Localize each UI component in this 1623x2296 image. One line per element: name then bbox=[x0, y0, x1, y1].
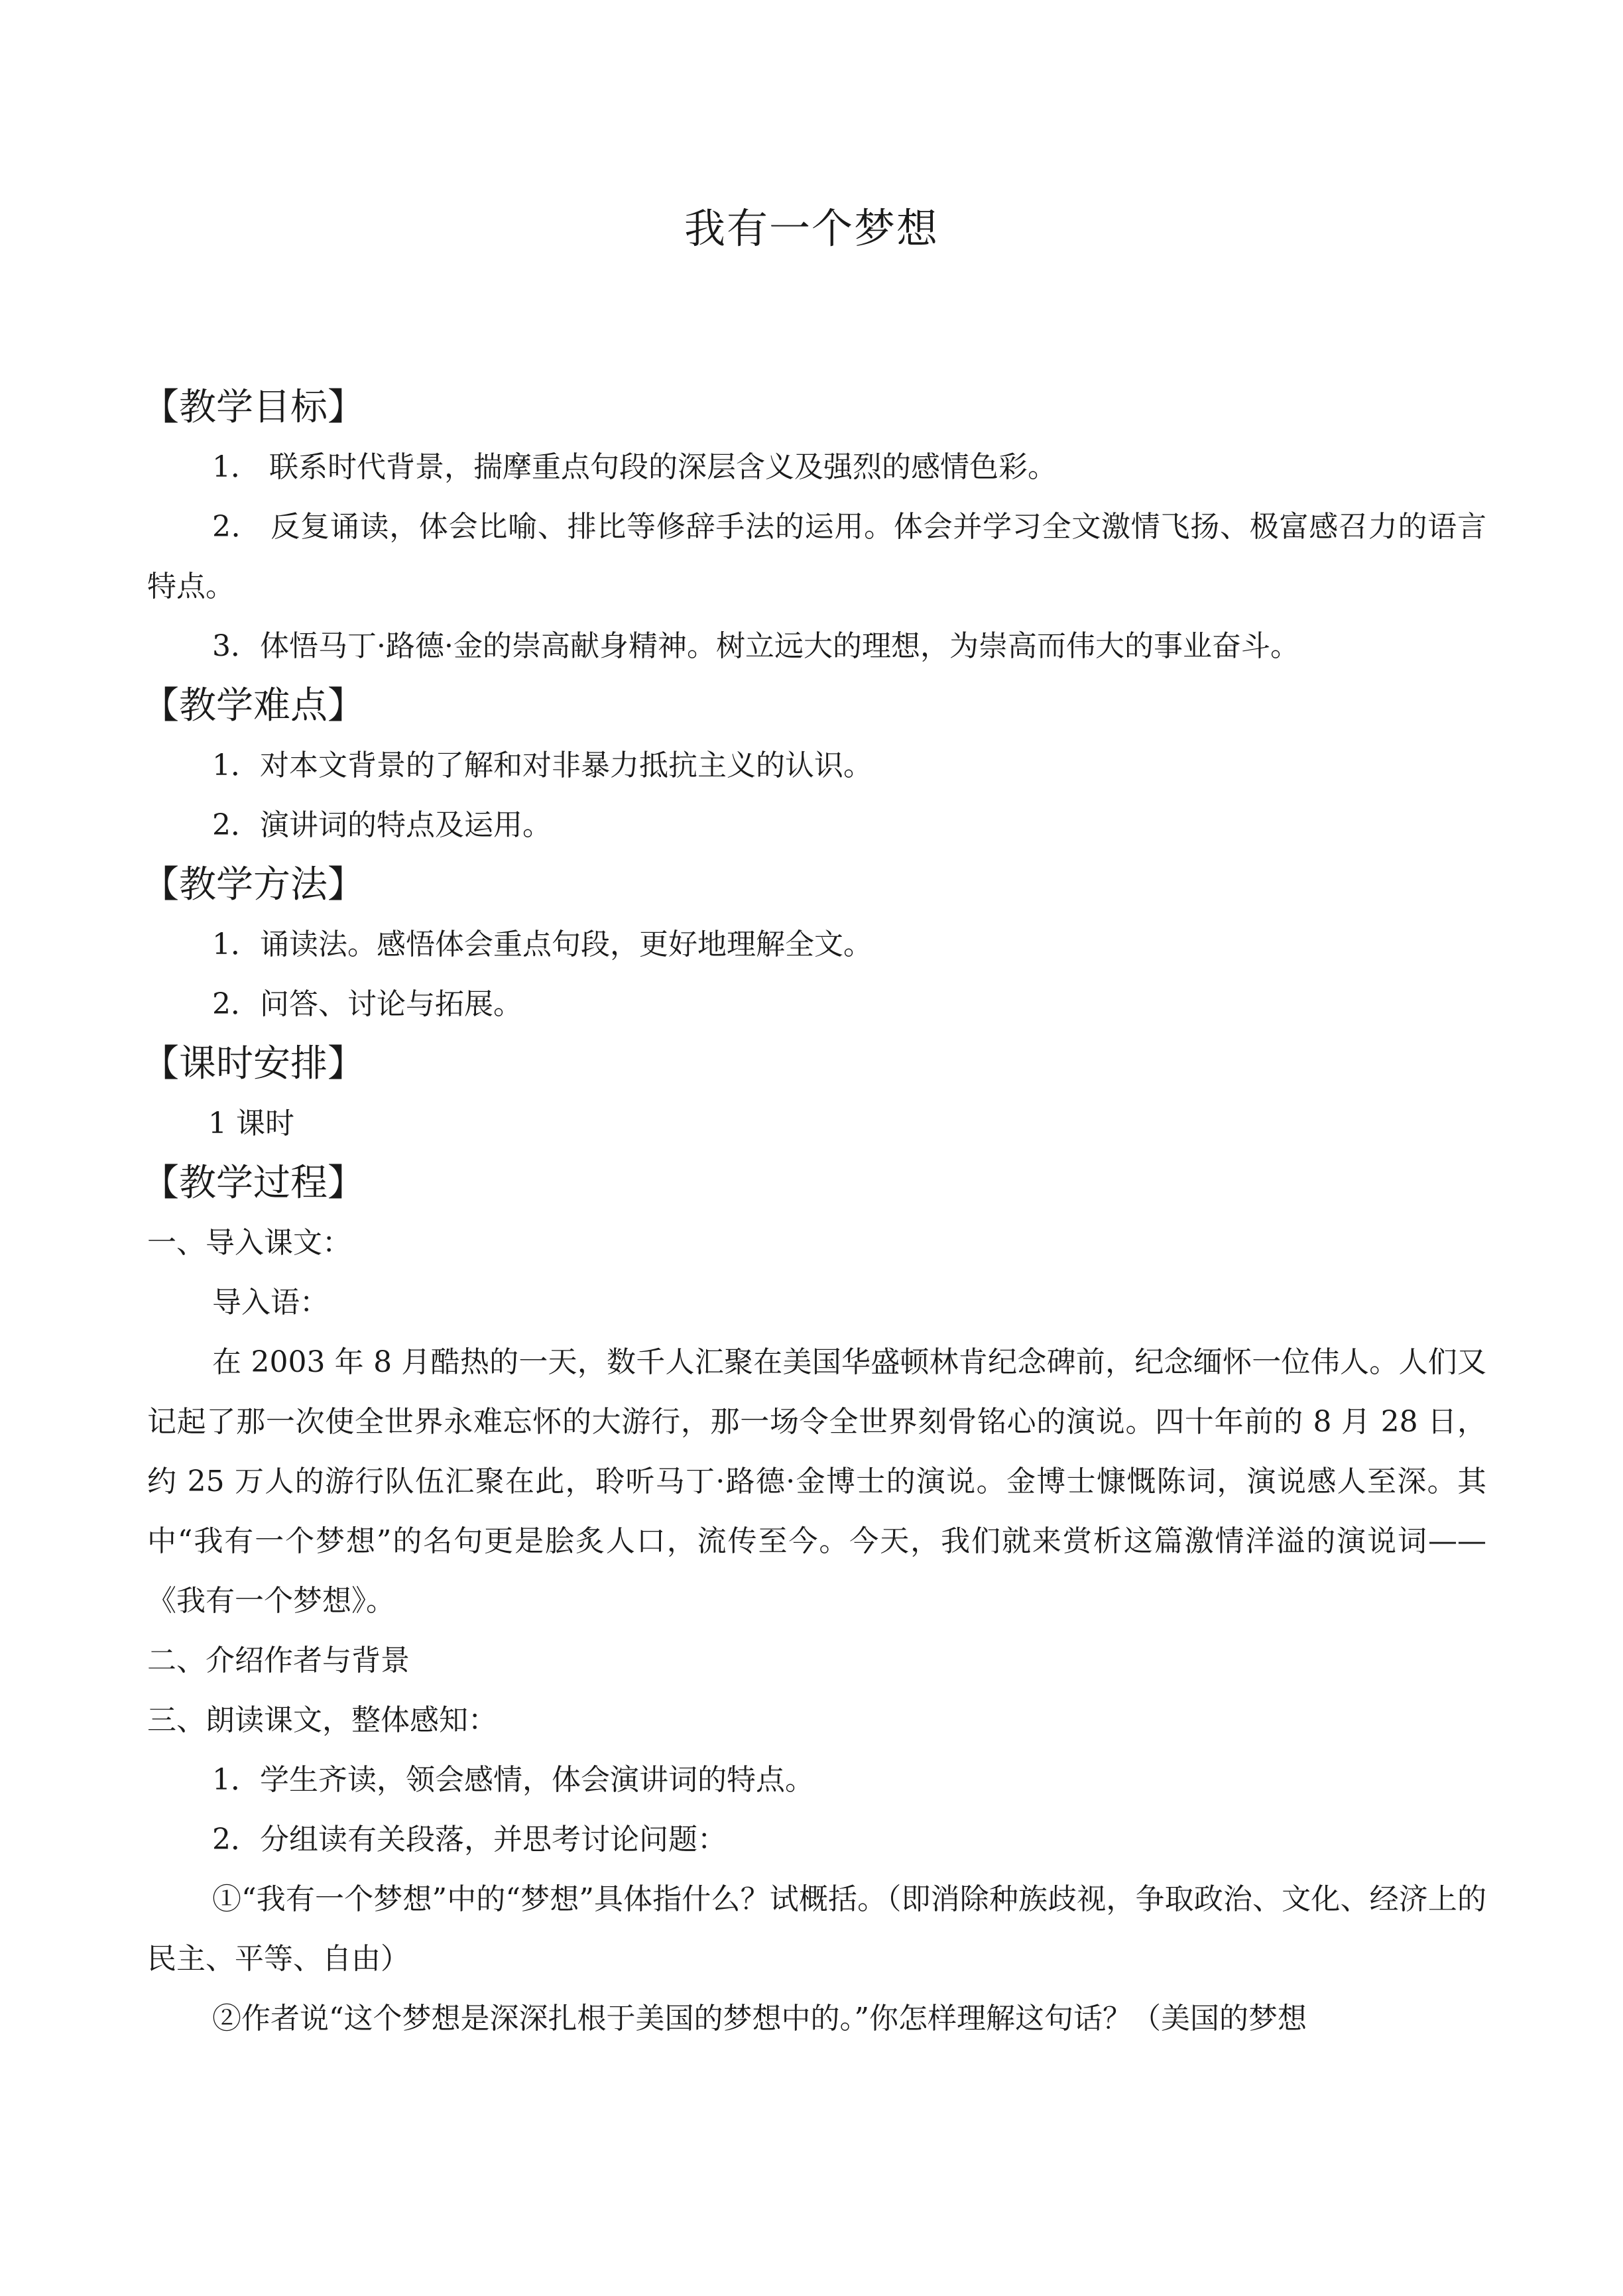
difficulty-item: 2．演讲词的特点及运用。 bbox=[212, 808, 552, 842]
section-heading-objectives: 【教学目标】 bbox=[142, 386, 365, 429]
intro-paragraph: 在 2003 年 8 月酷热的一天，数千人汇聚在美国华盛顿林肯纪念碑前，纪念缅怀一位伟人。人们又记起了那一次使全世界永难忘怀的大游行，那一场令全世界刻骨铭心的演说。四十年前的 8 月 28 日，约 25 万人的游行队伍汇聚在此，聆听马丁·路德·金博士的演说。金博士慷慨陈词，演说感人至深。其中“我有一个梦想”的名句更是脍炙人口，流传至今。今天，我们就来赏析这篇激情洋溢的演说词——《我有一个梦想》。 bbox=[147, 1345, 1486, 1618]
method-item: 1．诵读法。感悟体会重点句段，更好地理解全文。 bbox=[212, 928, 872, 961]
objective-item: 3．体悟马丁·路德·金的崇高献身精神。树立远大的理想，为崇高而伟大的事业奋斗。 bbox=[212, 629, 1299, 663]
schedule-text: 1 课时 bbox=[208, 1107, 294, 1140]
process-step: 三、朗读课文，整体感知： bbox=[147, 1703, 497, 1737]
difficulty-item: 1．对本文背景的了解和对非暴力抵抗主义的认识。 bbox=[212, 749, 872, 782]
objective-item: 2． 反复诵读，体会比喻、排比等修辞手法的运用。体会并学习全文激情飞扬、极富感召力的语言特点。 bbox=[147, 510, 1486, 603]
page-title: 我有一个梦想 bbox=[684, 204, 939, 253]
process-step: 二、介绍作者与背景 bbox=[147, 1644, 410, 1677]
section-heading-schedule: 【课时安排】 bbox=[142, 1042, 365, 1085]
section-heading-difficulties: 【教学难点】 bbox=[142, 684, 365, 727]
section-heading-process: 【教学过程】 bbox=[142, 1162, 365, 1205]
method-item: 2．问答、讨论与拓展。 bbox=[212, 987, 522, 1021]
intro-label: 导入语： bbox=[212, 1286, 329, 1319]
document-body bbox=[142, 378, 1486, 2049]
discussion-question: ②作者说“这个梦想是深深扎根于美国的梦想中的。”你怎样理解这句话？（美国的梦想 bbox=[212, 2002, 1307, 2035]
objective-item: 1． 联系时代背景，揣摩重点句段的深层含义及强烈的感情色彩。 bbox=[212, 450, 1057, 484]
discussion-question: ①“我有一个梦想”中的“梦想”具体指什么？试概括。（即消除种族歧视，争取政治、文化、经济上的民主、平等、自由） bbox=[147, 1882, 1486, 1976]
section-heading-methods: 【教学方法】 bbox=[142, 863, 365, 906]
reading-item: 2．分组读有关段落，并思考讨论问题： bbox=[212, 1823, 727, 1856]
process-step: 一、导入课文： bbox=[147, 1226, 351, 1260]
reading-item: 1．学生齐读，领会感情，体会演讲词的特点。 bbox=[212, 1763, 814, 1797]
